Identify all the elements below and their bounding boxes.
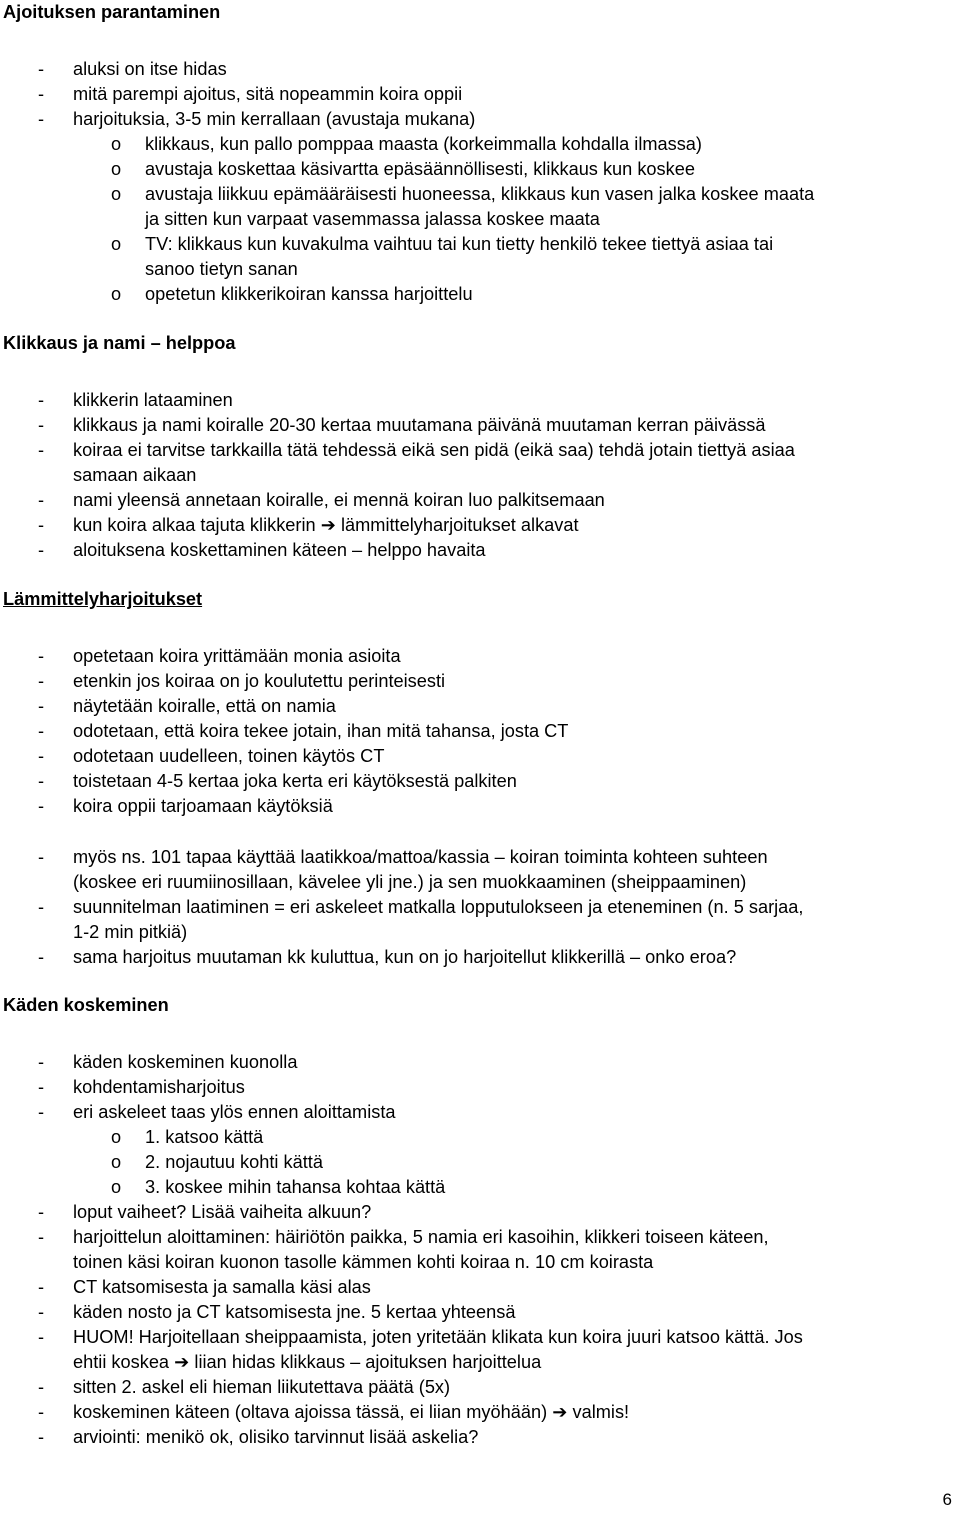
list-item: harjoittelun aloittaminen: häiriötön paikka, 5 namia eri kasoihin, klikkeri toiseen käteen, xyxy=(73,1227,769,1247)
heading-kaden-koskeminen: Käden koskeminen xyxy=(3,995,169,1015)
list-item: sama harjoitus muutaman kk kuluttua, kun on jo harjoitellut klikkerillä – onko eroa? xyxy=(73,947,737,967)
list-item: klikkaus ja nami koiralle 20-30 kertaa muutamana päivänä muutaman kerran päivässä xyxy=(73,415,766,435)
sub-list-item: klikkaus, kun pallo pomppaa maasta (korkeimmalla kohdalla ilmassa) xyxy=(145,134,702,154)
bullet-o: o xyxy=(111,184,122,204)
heading-klikkaus-ja-nami: Klikkaus ja nami – helppoa xyxy=(3,333,236,353)
bullet-dash: - xyxy=(38,59,45,79)
sub-list-item: 1. katsoo kättä xyxy=(145,1127,264,1147)
bullet-dash: - xyxy=(38,1052,45,1072)
list-item: nami yleensä annetaan koiralle, ei mennä koiran luo palkitsemaan xyxy=(73,490,605,510)
bullet-dash: - xyxy=(38,671,45,691)
bullet-dash: - xyxy=(38,390,45,410)
list-item xyxy=(73,513,579,537)
list-item: sitten 2. askel eli hieman liikutettava päätä (5x) xyxy=(73,1377,451,1397)
bullet-dash: - xyxy=(38,1402,45,1422)
list-item: opetetaan koira yrittämään monia asioita xyxy=(73,646,401,666)
list-item: suunnitelman laatiminen = eri askeleet matkalla lopputulokseen ja eteneminen (n. 5 sarjaa, xyxy=(73,897,804,917)
arrow-right-icon: ➔ xyxy=(320,515,336,535)
heading-lammittelyharjoitukset: Lämmittelyharjoitukset xyxy=(3,589,203,609)
bullet-dash: - xyxy=(38,646,45,666)
list-item-text: lämmittelyharjoitukset alkavat xyxy=(341,515,579,535)
list-item-text: koskeminen käteen (oltava ajoissa tässä, ei liian myöhään) xyxy=(73,1402,548,1422)
bullet-dash: - xyxy=(38,1377,45,1397)
bullet-o: o xyxy=(111,134,122,154)
sub-list-item: avustaja koskettaa käsivartta epäsäännöllisesti, klikkaus kun koskee xyxy=(145,159,695,179)
bullet-dash: - xyxy=(38,947,45,967)
list-item-cont: (koskee eri ruumiinosillaan, kävelee yli jne.) ja sen muokkaaminen (sheippaaminen) xyxy=(73,872,747,892)
bullet-dash: - xyxy=(38,771,45,791)
bullet-dash: - xyxy=(38,1302,45,1322)
list-item: koiraa ei tarvitse tarkkailla tätä tehdessä eikä sen pidä (eikä saa) tehdä jotain tiettyä asiaa xyxy=(73,440,795,460)
bullet-dash: - xyxy=(38,897,45,917)
list-item-text: ehtii koskea xyxy=(73,1352,170,1372)
list-item-text: kun koira alkaa tajuta klikkerin xyxy=(73,515,316,535)
list-item-cont: samaan aikaan xyxy=(73,465,197,485)
list-item: koira oppii tarjoamaan käytöksiä xyxy=(73,796,333,816)
list-item: CT katsomisesta ja samalla käsi alas xyxy=(73,1277,371,1297)
bullet-dash: - xyxy=(38,746,45,766)
list-item: loput vaiheet? Lisää vaiheita alkuun? xyxy=(73,1202,372,1222)
bullet-dash: - xyxy=(38,440,45,460)
list-item: arviointi: menikö ok, olisiko tarvinnut lisää askelia? xyxy=(73,1427,479,1447)
list-item: eri askeleet taas ylös ennen aloittamista xyxy=(73,1102,396,1122)
bullet-dash: - xyxy=(38,796,45,816)
list-item: käden koskeminen kuonolla xyxy=(73,1052,298,1072)
sub-list-item: TV: klikkaus kun kuvakulma vaihtuu tai kun tietty henkilö tekee tiettyä asiaa tai xyxy=(145,234,774,254)
bullet-dash: - xyxy=(38,1202,45,1222)
sub-list-item-cont: ja sitten kun varpaat vasemmassa jalassa koskee maata xyxy=(145,209,600,229)
list-item: käden nosto ja CT katsomisesta jne. 5 kertaa yhteensä xyxy=(73,1302,516,1322)
bullet-dash: - xyxy=(38,1227,45,1247)
bullet-o: o xyxy=(111,1177,122,1197)
bullet-dash: - xyxy=(38,1102,45,1122)
sub-list-item: 2. nojautuu kohti kättä xyxy=(145,1152,323,1172)
heading-ajoituksen-parantaminen: Ajoituksen parantaminen xyxy=(3,2,221,22)
list-item: mitä parempi ajoitus, sitä nopeammin koira oppii xyxy=(73,84,463,104)
bullet-dash: - xyxy=(38,1327,45,1347)
bullet-dash: - xyxy=(38,490,45,510)
list-item: aloituksena koskettaminen käteen – helppo havaita xyxy=(73,540,486,560)
list-item: etenkin jos koiraa on jo koulutettu perinteisesti xyxy=(73,671,446,691)
list-item xyxy=(73,1400,629,1424)
list-item: kohdentamisharjoitus xyxy=(73,1077,245,1097)
list-item-cont: toinen käsi koiran kuonon tasolle kämmen kohti koiraa n. 10 cm koirasta xyxy=(73,1252,654,1272)
sub-list-item-cont: sanoo tietyn sanan xyxy=(145,259,298,279)
sub-list-item: opetetun klikkerikoiran kanssa harjoittelu xyxy=(145,284,473,304)
bullet-o: o xyxy=(111,284,122,304)
list-item-text: valmis! xyxy=(572,1402,630,1422)
sub-list-item: 3. koskee mihin tahansa kohtaa kättä xyxy=(145,1177,446,1197)
bullet-o: o xyxy=(111,234,122,254)
bullet-dash: - xyxy=(38,1277,45,1297)
bullet-o: o xyxy=(111,159,122,179)
list-item: harjoituksia, 3-5 min kerrallaan (avustaja mukana) xyxy=(73,109,476,129)
arrow-right-icon: ➔ xyxy=(552,1402,568,1422)
bullet-dash: - xyxy=(38,109,45,129)
sub-list-item: avustaja liikkuu epämääräisesti huoneessa, klikkaus kun vasen jalka koskee maata xyxy=(145,184,815,204)
bullet-dash: - xyxy=(38,847,45,867)
bullet-dash: - xyxy=(38,84,45,104)
list-item-cont xyxy=(73,1350,541,1374)
list-item: aluksi on itse hidas xyxy=(73,59,227,79)
list-item: näytetään koiralle, että on namia xyxy=(73,696,336,716)
bullet-dash: - xyxy=(38,696,45,716)
list-item: HUOM! Harjoitellaan sheippaamista, joten yritetään klikata kun koira juuri katsoo kättä. Jos xyxy=(73,1327,803,1347)
list-item: myös ns. 101 tapaa käyttää laatikkoa/mattoa/kassia – koiran toiminta kohteen suhteen xyxy=(73,847,768,867)
bullet-o: o xyxy=(111,1152,122,1172)
list-item: odotetaan, että koira tekee jotain, ihan mitä tahansa, josta CT xyxy=(73,721,569,741)
list-item-text: liian hidas klikkaus – ajoituksen harjoittelua xyxy=(194,1352,542,1372)
bullet-dash: - xyxy=(38,515,45,535)
list-item: odotetaan uudelleen, toinen käytös CT xyxy=(73,746,385,766)
list-item: toistetaan 4-5 kertaa joka kerta eri käytöksestä palkiten xyxy=(73,771,517,791)
bullet-dash: - xyxy=(38,1077,45,1097)
list-item-cont: 1-2 min pitkiä) xyxy=(73,922,188,942)
bullet-dash: - xyxy=(38,1427,45,1447)
bullet-dash: - xyxy=(38,721,45,741)
list-item: klikkerin lataaminen xyxy=(73,390,233,410)
bullet-o: o xyxy=(111,1127,122,1147)
bullet-dash: - xyxy=(38,540,45,560)
arrow-right-icon: ➔ xyxy=(174,1352,190,1372)
bullet-dash: - xyxy=(38,415,45,435)
page-number: 6 xyxy=(942,1490,952,1509)
